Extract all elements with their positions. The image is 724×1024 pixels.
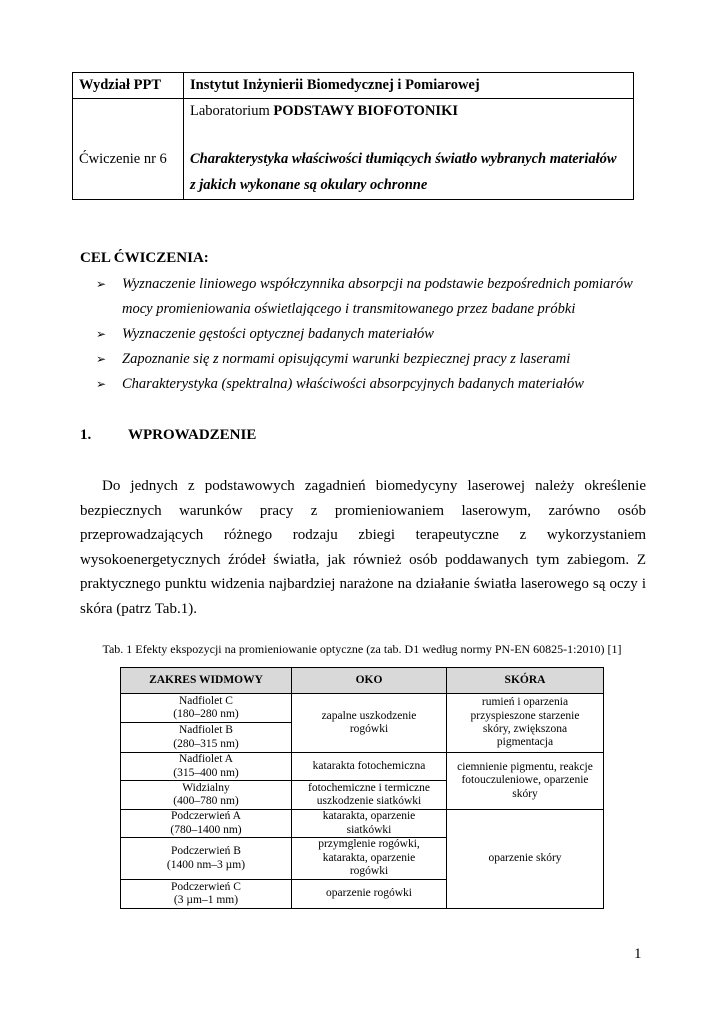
column-header-range: ZAKRES WIDMOWY: [120, 667, 292, 694]
section-title: WPROWADZENIE: [128, 427, 257, 443]
effects-table: [120, 667, 604, 909]
skin-effect-cell: ciemnienie pigmentu, reakcje fotouczuleniowe, oparzenie skóry: [446, 752, 604, 810]
eye-effect-cell: przymglenie rogówki, katarakta, oparzenie rogówki: [291, 837, 447, 880]
skin-effect-cell: rumień i oparzenia przyspieszone starzenie skóry, zwiększona pigmentacja: [446, 693, 604, 753]
objective-item: ➢ Zapoznanie się z normami opisującymi warunki bezpiecznej pracy z laserami: [96, 351, 571, 367]
header-divider-vertical: [183, 73, 184, 199]
eye-effect-cell: katarakta fotochemiczna: [291, 752, 447, 781]
lab-title: [190, 103, 458, 120]
paragraph-line: skóra (patrz Tab.1).: [80, 600, 197, 617]
skin-effect-cell: oparzenie skóry: [446, 809, 604, 909]
intro-paragraph: [80, 474, 646, 622]
eye-effect-cell: zapalne uszkodzenie rogówki: [291, 693, 447, 753]
topic-line-2: z jakich wykonane są okulary ochronne: [190, 177, 428, 193]
paragraph-line: Do jednych z podstawowych zagadnień biomedycyny laserowej należy określenie: [102, 478, 646, 494]
objective-item: ➢ Wyznaczenie gęstości optycznej badanych materiałów: [96, 326, 434, 342]
range-cell: Podczerwień C (3 µm–1 mm): [120, 879, 292, 909]
bullet-arrow-icon: ➢: [96, 327, 107, 341]
bullet-arrow-icon: ➢: [96, 352, 107, 366]
range-cell: Podczerwień A (780–1400 nm): [120, 809, 292, 838]
range-cell: Widzialny (400–780 nm): [120, 780, 292, 810]
lab-name: PODSTAWY BIOFOTONIKI: [273, 103, 459, 119]
topic-line-1: Charakterystyka właściwości tłumiących światło wybranych materiałów: [190, 151, 617, 167]
bullet-arrow-icon: ➢: [96, 377, 107, 391]
eye-effect-cell: katarakta, oparzenie siatkówki: [291, 809, 447, 838]
objective-item: ➢ Charakterystyka (spektralna) właściwości absorpcyjnych badanych materiałów: [96, 376, 584, 392]
paragraph-line: przeprowadzających różnego rodzaju zbiegi terapeutyczne z wykorzystaniem: [80, 527, 646, 544]
section-number: 1.: [80, 427, 92, 443]
range-cell: Nadfiolet C (180–280 nm): [120, 693, 292, 723]
header-table: [72, 72, 634, 200]
eye-effect-cell: oparzenie rogówki: [291, 879, 447, 909]
objective-item-continuation: mocy promieniowania oświetlającego i transmitowanego przez badane próbki: [122, 301, 576, 317]
objective-item: ➢ Wyznaczenie liniowego współczynnika absorpcji na podstawie bezpośrednich pomiarów: [96, 276, 633, 292]
objectives-heading: CEL ĆWICZENIA:: [80, 250, 209, 266]
paragraph-line: wysokoenergetycznych źródeł światła, jak również osób poddawanych tym zabiegom. Z: [80, 551, 646, 568]
institute: Instytut Inżynierii Biomedycznej i Pomiarowej: [190, 77, 480, 93]
paragraph-line: bezpiecznych warunków pracy z promieniowaniem laserowym, zarówno osób: [80, 502, 646, 519]
exercise-number: Ćwiczenie nr 6: [79, 151, 167, 167]
paragraph-line: praktycznego punktu widzenia najbardziej narażone na działanie światła laserowego są oczy i: [80, 576, 646, 593]
range-cell: Podczerwień B (1400 nm–3 µm): [120, 837, 292, 880]
table-caption: Tab. 1 Efekty ekspozycji na promieniowanie optyczne (za tab. D1 według normy PN-EN 60825-1:2010) [1]: [102, 642, 622, 656]
header-divider-horizontal: [73, 98, 633, 99]
range-cell: Nadfiolet A (315–400 nm): [120, 752, 292, 781]
faculty: Wydział PPT: [79, 77, 162, 93]
lab-prefix: Laboratorium: [190, 103, 274, 119]
range-cell: Nadfiolet B (280–315 nm): [120, 722, 292, 753]
column-header-skin: SKÓRA: [446, 667, 604, 694]
eye-effect-cell: fotochemiczne i termiczne uszkodzenie siatkówki: [291, 780, 447, 810]
page-number: 1: [634, 946, 642, 962]
bullet-arrow-icon: ➢: [96, 277, 107, 291]
column-header-eye: OKO: [291, 667, 447, 694]
